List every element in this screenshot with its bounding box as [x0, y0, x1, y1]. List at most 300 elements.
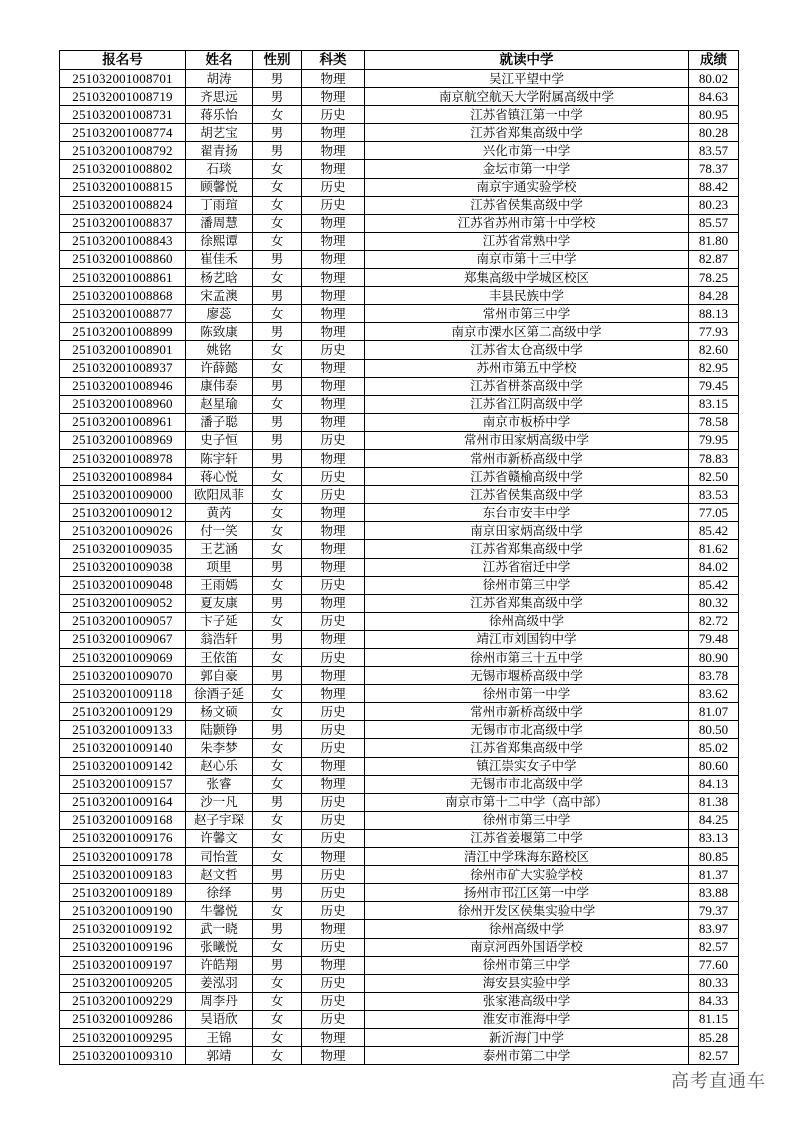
gender-cell: 女 — [253, 576, 302, 594]
name-cell: 夏友康 — [186, 594, 253, 612]
score-cell: 82.95 — [689, 359, 739, 377]
school-cell: 徐州市第一中学 — [365, 685, 689, 703]
school-cell: 江苏省郑集高级中学 — [365, 594, 689, 612]
table-row — [60, 992, 739, 1010]
registration-number-cell: 251032001009118 — [60, 685, 186, 703]
registration-number-cell: 251032001009057 — [60, 612, 186, 630]
gender-cell: 女 — [253, 214, 302, 232]
registration-number-cell: 251032001008701 — [60, 70, 186, 88]
registration-number-cell: 251032001008868 — [60, 287, 186, 305]
subject-track-cell: 历史 — [302, 576, 365, 594]
score-cell: 81.62 — [689, 540, 739, 558]
gender-cell: 女 — [253, 703, 302, 721]
registration-number-cell: 251032001008731 — [60, 106, 186, 124]
registration-number-cell: 251032001008861 — [60, 269, 186, 287]
name-cell: 司怡萱 — [186, 848, 253, 866]
table-row — [60, 468, 739, 486]
school-cell: 南京市溧水区第二高级中学 — [365, 323, 689, 341]
subject-track-cell: 历史 — [302, 1010, 365, 1028]
school-cell: 泰州市第二中学 — [365, 1047, 689, 1065]
score-cell: 82.72 — [689, 612, 739, 630]
subject-track-cell: 历史 — [302, 196, 365, 214]
name-cell: 蒋乐怡 — [186, 106, 253, 124]
score-cell: 83.15 — [689, 395, 739, 413]
table-row — [60, 793, 739, 811]
subject-track-cell: 历史 — [302, 106, 365, 124]
table-row — [60, 576, 739, 594]
registration-number-cell: 251032001009205 — [60, 974, 186, 992]
school-cell: 常州市新桥高级中学 — [365, 449, 689, 467]
score-cell: 80.33 — [689, 974, 739, 992]
school-cell: 无锡市堰桥高级中学 — [365, 667, 689, 685]
registration-number-cell: 251032001008877 — [60, 305, 186, 323]
table-row — [60, 938, 739, 956]
name-cell: 潘子聪 — [186, 413, 253, 431]
registration-number-cell: 251032001009035 — [60, 540, 186, 558]
school-cell: 无锡市市北高级中学 — [365, 775, 689, 793]
school-cell: 丰县民族中学 — [365, 287, 689, 305]
table-row — [60, 359, 739, 377]
subject-track-cell: 物理 — [302, 359, 365, 377]
subject-track-cell: 历史 — [302, 866, 365, 884]
name-cell: 廖蕊 — [186, 305, 253, 323]
school-cell: 江苏省郑集高级中学 — [365, 739, 689, 757]
subject-track-cell: 物理 — [302, 540, 365, 558]
name-cell: 王雨嫣 — [186, 576, 253, 594]
school-cell: 江苏省常熟中学 — [365, 232, 689, 250]
score-cell: 85.28 — [689, 1028, 739, 1046]
score-cell: 79.95 — [689, 431, 739, 449]
registration-number-cell: 251032001009012 — [60, 504, 186, 522]
name-cell: 张曦悦 — [186, 938, 253, 956]
registration-number-cell: 251032001009133 — [60, 721, 186, 739]
subject-track-cell: 历史 — [302, 703, 365, 721]
score-cell: 83.57 — [689, 142, 739, 160]
subject-track-cell: 物理 — [302, 594, 365, 612]
school-cell: 东台市安丰中学 — [365, 504, 689, 522]
gender-cell: 男 — [253, 287, 302, 305]
score-cell: 80.85 — [689, 848, 739, 866]
registration-number-cell: 251032001008960 — [60, 395, 186, 413]
gender-cell: 男 — [253, 323, 302, 341]
school-cell: 苏州市第五中学校 — [365, 359, 689, 377]
name-cell: 齐思远 — [186, 88, 253, 106]
gender-cell: 女 — [253, 685, 302, 703]
table-row — [60, 612, 739, 630]
subject-track-cell: 物理 — [302, 142, 365, 160]
registration-number-cell: 251032001009168 — [60, 811, 186, 829]
name-cell: 陈宇轩 — [186, 449, 253, 467]
subject-track-cell: 物理 — [302, 757, 365, 775]
school-cell: 江苏省栟茶高级中学 — [365, 377, 689, 395]
subject-track-cell: 物理 — [302, 685, 365, 703]
header-registration-number: 报名号 — [60, 51, 186, 70]
table-row — [60, 377, 739, 395]
gender-cell: 女 — [253, 160, 302, 178]
subject-track-cell: 物理 — [302, 630, 365, 648]
gender-cell: 女 — [253, 486, 302, 504]
registration-number-cell: 251032001008843 — [60, 232, 186, 250]
table-row — [60, 1047, 739, 1065]
registration-number-cell: 251032001009189 — [60, 884, 186, 902]
table-row — [60, 341, 739, 359]
score-cell: 81.07 — [689, 703, 739, 721]
table-row — [60, 70, 739, 88]
subject-track-cell: 物理 — [302, 323, 365, 341]
registration-number-cell: 251032001009196 — [60, 938, 186, 956]
gender-cell: 男 — [253, 124, 302, 142]
table-row — [60, 685, 739, 703]
name-cell: 王锦 — [186, 1028, 253, 1046]
registration-number-cell: 251032001008969 — [60, 431, 186, 449]
school-cell: 江苏省侯集高级中学 — [365, 196, 689, 214]
name-cell: 郭自豪 — [186, 667, 253, 685]
score-cell: 84.63 — [689, 88, 739, 106]
subject-track-cell: 物理 — [302, 214, 365, 232]
name-cell: 杨艺晗 — [186, 269, 253, 287]
table-row — [60, 594, 739, 612]
school-cell: 江苏省镇江第一中学 — [365, 106, 689, 124]
registration-number-cell: 251032001009295 — [60, 1028, 186, 1046]
school-cell: 徐州市第三中学 — [365, 576, 689, 594]
gender-cell: 女 — [253, 829, 302, 847]
gender-cell: 男 — [253, 956, 302, 974]
school-cell: 常州市田家炳高级中学 — [365, 431, 689, 449]
subject-track-cell: 物理 — [302, 848, 365, 866]
name-cell: 赵文哲 — [186, 866, 253, 884]
gender-cell: 女 — [253, 1010, 302, 1028]
table-row — [60, 739, 739, 757]
name-cell: 王依笛 — [186, 649, 253, 667]
registration-number-cell: 251032001008815 — [60, 178, 186, 196]
table-row — [60, 413, 739, 431]
subject-track-cell: 物理 — [302, 413, 365, 431]
score-cell: 81.38 — [689, 793, 739, 811]
subject-track-cell: 物理 — [302, 667, 365, 685]
registration-number-cell: 251032001009026 — [60, 522, 186, 540]
gender-cell: 女 — [253, 1047, 302, 1065]
gender-cell: 男 — [253, 558, 302, 576]
name-cell: 周李丹 — [186, 992, 253, 1010]
score-cell: 88.13 — [689, 305, 739, 323]
table-row — [60, 178, 739, 196]
school-cell: 徐州市矿大实验学校 — [365, 866, 689, 884]
school-cell: 淮安市淮海中学 — [365, 1010, 689, 1028]
school-cell: 江苏省赣榆高级中学 — [365, 468, 689, 486]
name-cell: 翁浩轩 — [186, 630, 253, 648]
name-cell: 胡涛 — [186, 70, 253, 88]
gender-cell: 男 — [253, 793, 302, 811]
score-cell: 81.37 — [689, 866, 739, 884]
gender-cell: 男 — [253, 377, 302, 395]
subject-track-cell: 历史 — [302, 649, 365, 667]
name-cell: 许薛懿 — [186, 359, 253, 377]
subject-track-cell: 物理 — [302, 1028, 365, 1046]
gender-cell: 女 — [253, 305, 302, 323]
score-cell: 83.53 — [689, 486, 739, 504]
gender-cell: 女 — [253, 902, 302, 920]
table-row — [60, 1028, 739, 1046]
table-row — [60, 431, 739, 449]
score-cell: 80.32 — [689, 594, 739, 612]
name-cell: 牛馨悦 — [186, 902, 253, 920]
registration-number-cell: 251032001009070 — [60, 667, 186, 685]
name-cell: 张睿 — [186, 775, 253, 793]
subject-track-cell: 历史 — [302, 902, 365, 920]
table-row — [60, 106, 739, 124]
school-cell: 吴江平望中学 — [365, 70, 689, 88]
watermark-text: 高考直通车 — [671, 1071, 766, 1092]
name-cell: 徐熙谭 — [186, 232, 253, 250]
school-cell: 常州市新桥高级中学 — [365, 703, 689, 721]
name-cell: 徐酒子延 — [186, 685, 253, 703]
table-row — [60, 250, 739, 268]
school-cell: 江苏省苏州市第十中学校 — [365, 214, 689, 232]
table-row — [60, 902, 739, 920]
table-row — [60, 866, 739, 884]
registration-number-cell: 251032001008961 — [60, 413, 186, 431]
registration-number-cell: 251032001009190 — [60, 902, 186, 920]
gender-cell: 女 — [253, 522, 302, 540]
registration-number-cell: 251032001009069 — [60, 649, 186, 667]
registration-number-cell: 251032001008899 — [60, 323, 186, 341]
gender-cell: 女 — [253, 649, 302, 667]
score-cell: 82.50 — [689, 468, 739, 486]
score-cell: 81.80 — [689, 232, 739, 250]
registration-number-cell: 251032001009067 — [60, 630, 186, 648]
name-cell: 吴语欣 — [186, 1010, 253, 1028]
table-row — [60, 956, 739, 974]
gender-cell: 女 — [253, 196, 302, 214]
subject-track-cell: 历史 — [302, 721, 365, 739]
subject-track-cell: 历史 — [302, 486, 365, 504]
name-cell: 石琰 — [186, 160, 253, 178]
name-cell: 武一晓 — [186, 920, 253, 938]
score-cell: 77.60 — [689, 956, 739, 974]
name-cell: 丁雨瑄 — [186, 196, 253, 214]
school-cell: 江苏省郑集高级中学 — [365, 540, 689, 558]
school-cell: 郑集高级中学城区校区 — [365, 269, 689, 287]
name-cell: 项里 — [186, 558, 253, 576]
subject-track-cell: 历史 — [302, 178, 365, 196]
name-cell: 郭靖 — [186, 1047, 253, 1065]
score-cell: 84.02 — [689, 558, 739, 576]
gender-cell: 女 — [253, 938, 302, 956]
subject-track-cell: 物理 — [302, 250, 365, 268]
score-cell: 83.78 — [689, 667, 739, 685]
table-row — [60, 196, 739, 214]
subject-track-cell: 历史 — [302, 739, 365, 757]
school-cell: 清江中学珠海东路校区 — [365, 848, 689, 866]
registration-number-cell: 251032001009178 — [60, 848, 186, 866]
school-cell: 南京宇通实验学校 — [365, 178, 689, 196]
table-row — [60, 305, 739, 323]
registration-number-cell: 251032001008901 — [60, 341, 186, 359]
table-row — [60, 974, 739, 992]
registration-number-cell: 251032001009229 — [60, 992, 186, 1010]
subject-track-cell: 历史 — [302, 974, 365, 992]
school-cell: 江苏省侯集高级中学 — [365, 486, 689, 504]
school-cell: 南京河西外国语学校 — [365, 938, 689, 956]
gender-cell: 男 — [253, 431, 302, 449]
table-row — [60, 504, 739, 522]
name-cell: 赵星瑜 — [186, 395, 253, 413]
school-cell: 扬州市邗江区第一中学 — [365, 884, 689, 902]
registration-number-cell: 251032001009048 — [60, 576, 186, 594]
name-cell: 杨文硕 — [186, 703, 253, 721]
gender-cell: 女 — [253, 775, 302, 793]
name-cell: 欧阳凤菲 — [186, 486, 253, 504]
school-cell: 徐州市第三十五中学 — [365, 649, 689, 667]
gender-cell: 男 — [253, 449, 302, 467]
subject-track-cell: 历史 — [302, 811, 365, 829]
score-cell: 83.62 — [689, 685, 739, 703]
registration-number-cell: 251032001009038 — [60, 558, 186, 576]
registration-number-cell: 251032001008937 — [60, 359, 186, 377]
header-row — [60, 51, 739, 70]
school-cell: 海安县实验中学 — [365, 974, 689, 992]
subject-track-cell: 历史 — [302, 612, 365, 630]
subject-track-cell: 物理 — [302, 504, 365, 522]
school-cell: 江苏省姜堰第二中学 — [365, 829, 689, 847]
name-cell: 陈致康 — [186, 323, 253, 341]
score-cell: 77.93 — [689, 323, 739, 341]
score-cell: 80.95 — [689, 106, 739, 124]
school-cell: 徐州市第三中学 — [365, 956, 689, 974]
registration-number-cell: 251032001009142 — [60, 757, 186, 775]
subject-track-cell: 物理 — [302, 377, 365, 395]
subject-track-cell: 物理 — [302, 269, 365, 287]
table-row — [60, 667, 739, 685]
registration-number-cell: 251032001008792 — [60, 142, 186, 160]
registration-number-cell: 251032001009140 — [60, 739, 186, 757]
name-cell: 顾馨悦 — [186, 178, 253, 196]
gender-cell: 女 — [253, 232, 302, 250]
name-cell: 徐绎 — [186, 884, 253, 902]
score-cell: 80.60 — [689, 757, 739, 775]
registration-number-cell: 251032001008719 — [60, 88, 186, 106]
registration-number-cell: 251032001008978 — [60, 449, 186, 467]
gender-cell: 女 — [253, 468, 302, 486]
registration-number-cell: 251032001008774 — [60, 124, 186, 142]
school-cell: 江苏省太仓高级中学 — [365, 341, 689, 359]
subject-track-cell: 物理 — [302, 920, 365, 938]
subject-track-cell: 历史 — [302, 884, 365, 902]
school-cell: 金坛市第一中学 — [365, 160, 689, 178]
score-cell: 84.25 — [689, 811, 739, 829]
score-cell: 80.28 — [689, 124, 739, 142]
table-row — [60, 920, 739, 938]
score-cell: 83.88 — [689, 884, 739, 902]
subject-track-cell: 物理 — [302, 449, 365, 467]
gender-cell: 女 — [253, 178, 302, 196]
gender-cell: 男 — [253, 721, 302, 739]
score-cell: 81.15 — [689, 1010, 739, 1028]
school-cell: 南京市第十二中学（高中部） — [365, 793, 689, 811]
gender-cell: 女 — [253, 341, 302, 359]
school-cell: 徐州高级中学 — [365, 612, 689, 630]
table-row — [60, 449, 739, 467]
score-cell: 85.02 — [689, 739, 739, 757]
table-row — [60, 649, 739, 667]
registration-number-cell: 251032001009164 — [60, 793, 186, 811]
school-cell: 南京田家炳高级中学 — [365, 522, 689, 540]
gender-cell: 女 — [253, 848, 302, 866]
table-row — [60, 630, 739, 648]
subject-track-cell: 历史 — [302, 829, 365, 847]
subject-track-cell: 物理 — [302, 956, 365, 974]
score-cell: 79.37 — [689, 902, 739, 920]
table-row — [60, 757, 739, 775]
header-school: 就读中学 — [365, 51, 689, 70]
registration-number-cell: 251032001009197 — [60, 956, 186, 974]
gender-cell: 女 — [253, 974, 302, 992]
school-cell: 无锡市市北高级中学 — [365, 721, 689, 739]
score-cell: 80.23 — [689, 196, 739, 214]
subject-track-cell: 历史 — [302, 468, 365, 486]
gender-cell: 女 — [253, 540, 302, 558]
score-cell: 80.02 — [689, 70, 739, 88]
name-cell: 胡艺宝 — [186, 124, 253, 142]
score-cell: 78.83 — [689, 449, 739, 467]
gender-cell: 男 — [253, 884, 302, 902]
score-cell: 83.13 — [689, 829, 739, 847]
subject-track-cell: 历史 — [302, 341, 365, 359]
gender-cell: 女 — [253, 395, 302, 413]
score-cell: 84.13 — [689, 775, 739, 793]
subject-track-cell: 物理 — [302, 88, 365, 106]
score-cell: 77.05 — [689, 504, 739, 522]
subject-track-cell: 物理 — [302, 1047, 365, 1065]
name-cell: 王艺涵 — [186, 540, 253, 558]
gender-cell: 女 — [253, 1028, 302, 1046]
school-cell: 南京市板桥中学 — [365, 413, 689, 431]
table-row — [60, 558, 739, 576]
header-score: 成绩 — [689, 51, 739, 70]
school-cell: 新沂海门中学 — [365, 1028, 689, 1046]
registration-number-cell: 251032001009000 — [60, 486, 186, 504]
subject-track-cell: 物理 — [302, 395, 365, 413]
gender-cell: 男 — [253, 920, 302, 938]
score-cell: 78.58 — [689, 413, 739, 431]
name-cell: 翟青扬 — [186, 142, 253, 160]
school-cell: 江苏省江阴高级中学 — [365, 395, 689, 413]
school-cell: 南京航空航天大学附属高级中学 — [365, 88, 689, 106]
subject-track-cell: 物理 — [302, 558, 365, 576]
name-cell: 史子恒 — [186, 431, 253, 449]
table-row — [60, 848, 739, 866]
gender-cell: 女 — [253, 739, 302, 757]
gender-cell: 女 — [253, 106, 302, 124]
subject-track-cell: 物理 — [302, 305, 365, 323]
table-row — [60, 232, 739, 250]
table-row — [60, 775, 739, 793]
name-cell: 许皓翔 — [186, 956, 253, 974]
subject-track-cell: 历史 — [302, 431, 365, 449]
score-cell: 85.42 — [689, 522, 739, 540]
registration-number-cell: 251032001008946 — [60, 377, 186, 395]
gender-cell: 男 — [253, 250, 302, 268]
subject-track-cell: 历史 — [302, 938, 365, 956]
table-row — [60, 884, 739, 902]
gender-cell: 女 — [253, 612, 302, 630]
subject-track-cell: 历史 — [302, 992, 365, 1010]
school-cell: 靖江市刘国钧中学 — [365, 630, 689, 648]
gender-cell: 男 — [253, 88, 302, 106]
name-cell: 宋孟澳 — [186, 287, 253, 305]
school-cell: 江苏省郑集高级中学 — [365, 124, 689, 142]
gender-cell: 女 — [253, 992, 302, 1010]
